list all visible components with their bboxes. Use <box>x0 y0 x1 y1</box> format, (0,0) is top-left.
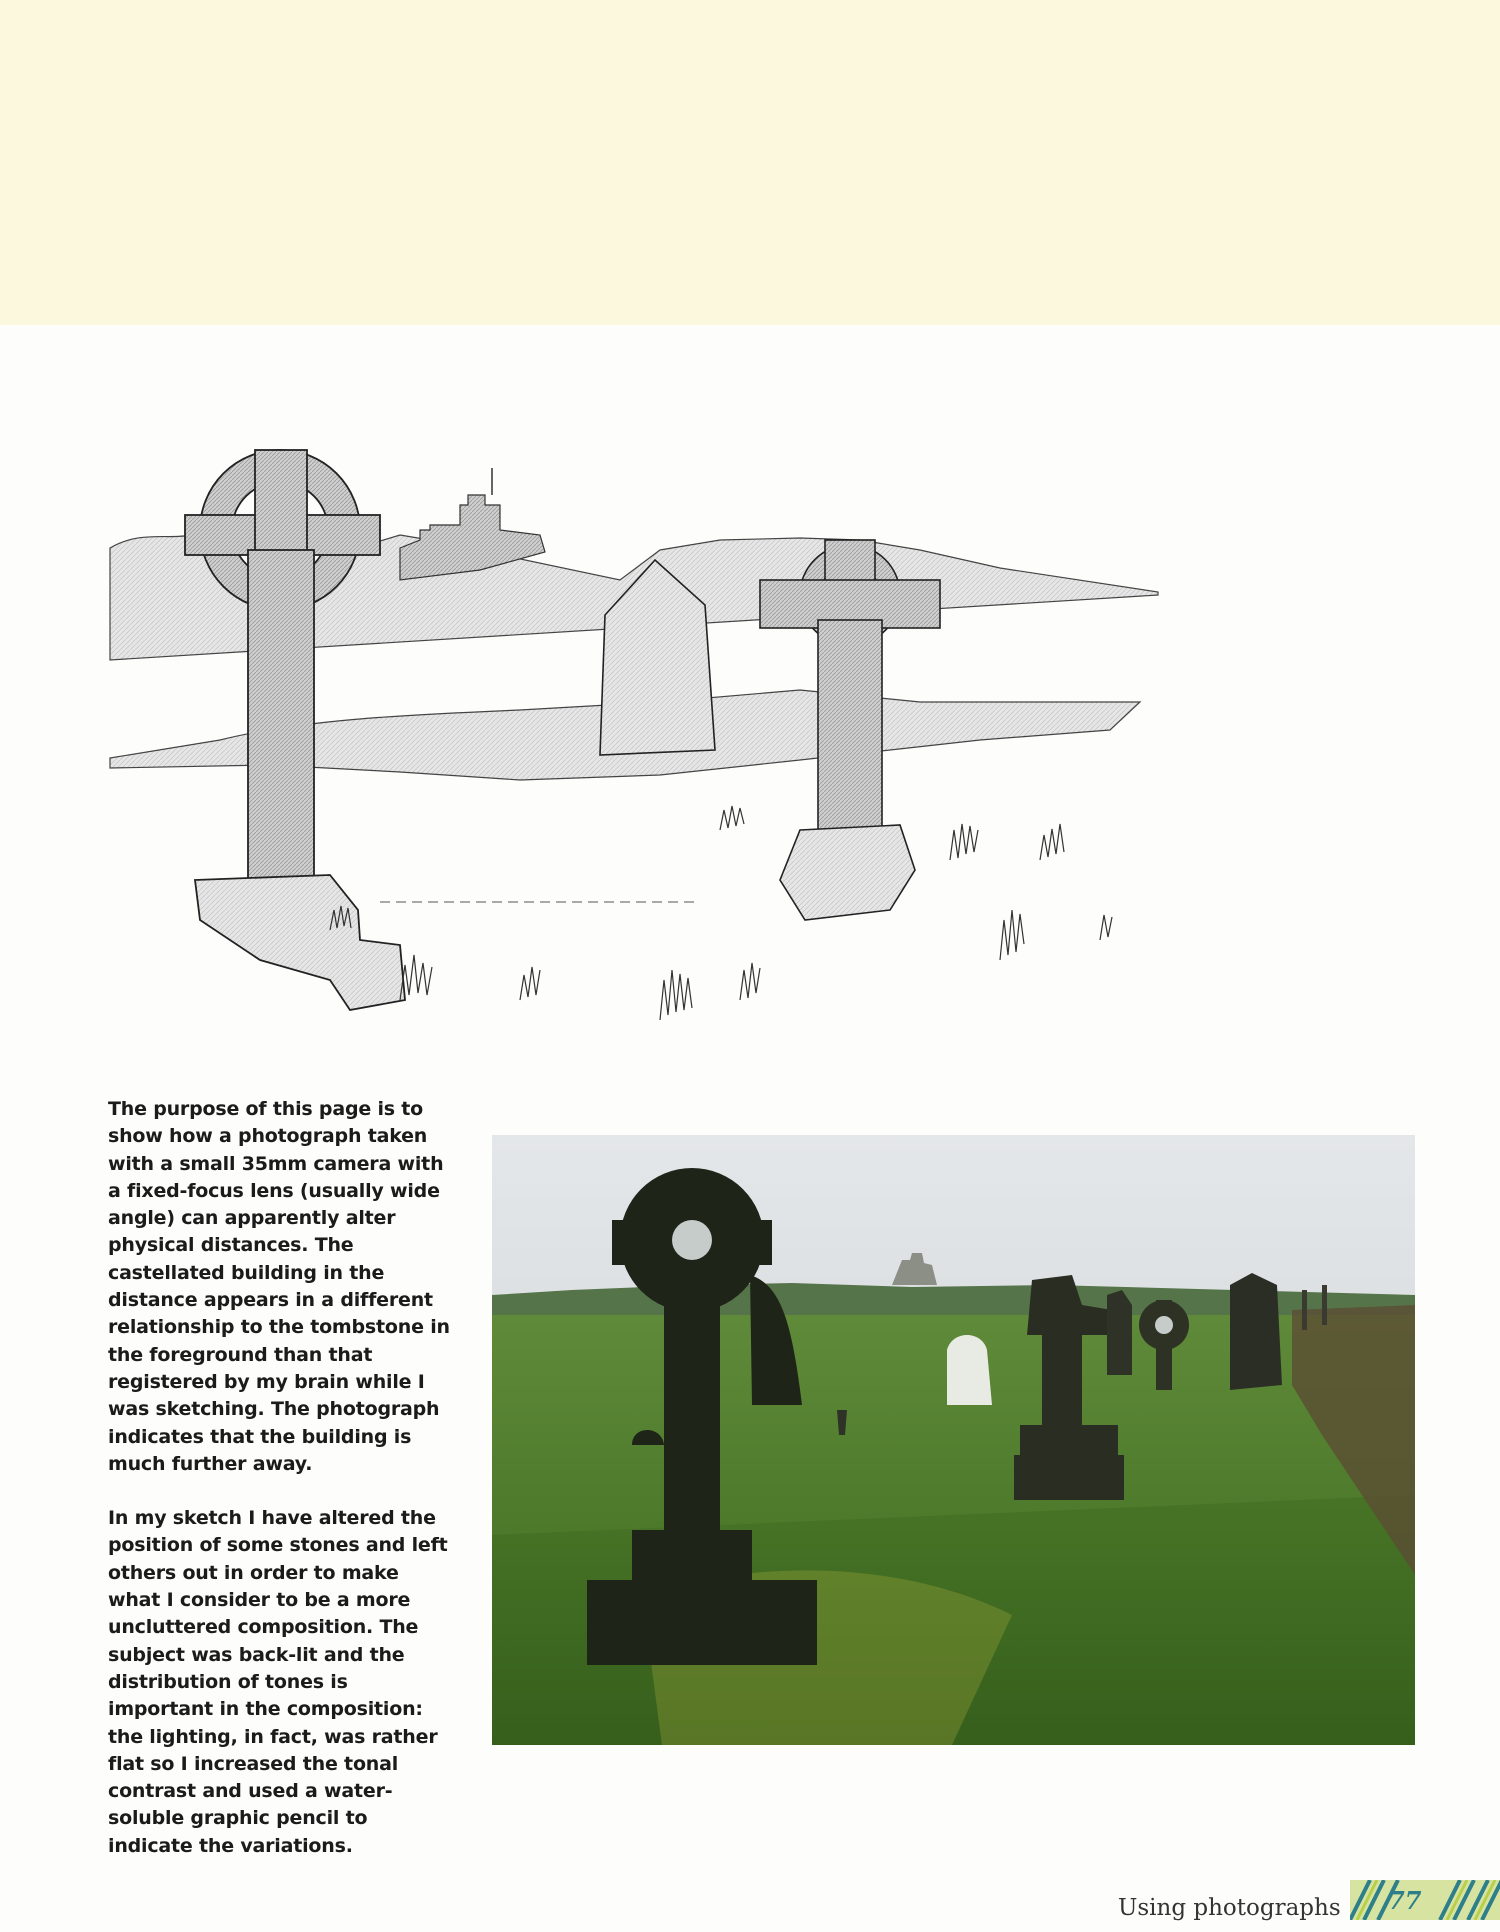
page-tab-stripes <box>1350 1880 1500 1920</box>
page-number: 77 <box>1388 1886 1422 1915</box>
body-paragraph-2: In my sketch I have altered the position of some stones and left others out in order to make what I consider to be a more uncluttered composition. The subject was back-lit and the distribution of tones is important in the composition: the lighting, in fact, was rather flat so I increased the tonal contrast and used a water-soluble graphic pencil to indicate the variations. <box>108 1507 448 1857</box>
body-paragraph-1: The purpose of this page is to show how a photograph taken with a small 35mm camera with a fixed-focus lens (usually wide angle) can apparently alter physical distances. The castellated building in the distance appears in a different relationship to the tombstone in the foreground than that registered by my brain while I was sketching. The photograph indicates that the building is much further away. <box>108 1098 450 1475</box>
grass-strokes <box>330 806 1170 1020</box>
page-number-tab <box>1350 1880 1500 1920</box>
pencil-sketch-illustration <box>100 440 1170 1040</box>
photo-right-headstone <box>1230 1273 1282 1390</box>
running-footer-title: Using photographs <box>1118 1895 1341 1921</box>
photo-white-headstone <box>947 1335 992 1405</box>
top-color-band <box>0 0 1500 325</box>
graveyard-photograph <box>492 1135 1415 1745</box>
body-text-column <box>108 1096 453 1860</box>
